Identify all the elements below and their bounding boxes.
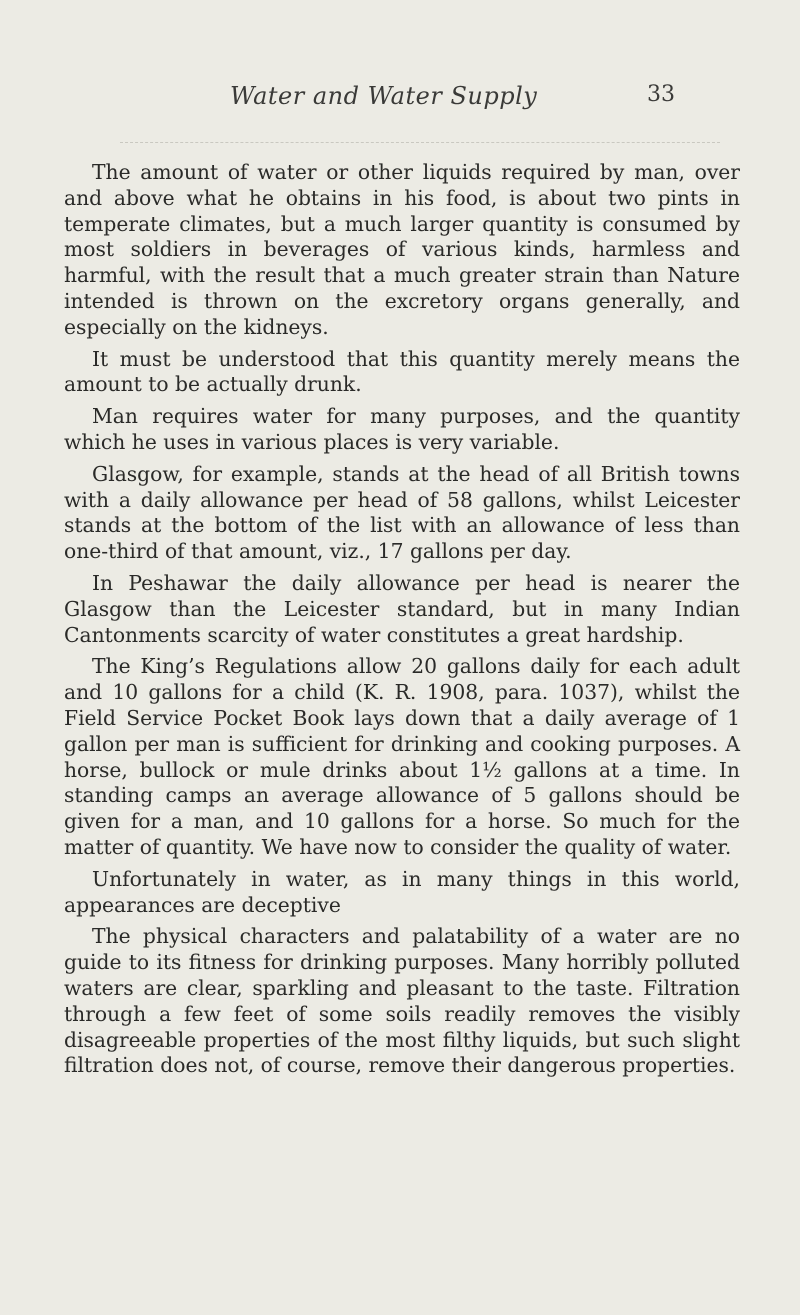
page-number: 33 bbox=[647, 82, 675, 107]
paragraph: Glasgow, for example, stands at the head of all British towns with a daily allowance per head of 58 gallons, whilst Leicester stands at the bottom of the list with an allowance of less than one-third of that amount, viz., 17 gallons per day. bbox=[64, 461, 740, 564]
paragraph: In Peshawar the daily allowance per head is nearer the Glasgow than the Leicester standard, but in many Indian Cantonments scarcity of water constitutes a great hardship. bbox=[64, 570, 740, 647]
paragraph: It must be understood that this quantity merely means the amount to be actually drunk. bbox=[64, 346, 740, 397]
paragraph: Unfortunately in water, as in many things in this world, appearances are deceptive bbox=[64, 866, 740, 917]
paragraph: The physical characters and palatability of a water are no guide to its fitness for drinking purposes. Many horribly polluted waters are clear, sparkling and pleasant to the taste. Filtration through a few feet of some soils readily removes the visibly disagreeable properties of the most filthy liquids, but such slight filtration does not, of course, remove their dangerous properties. bbox=[64, 924, 740, 1078]
paragraph: The amount of water or other liquids required by man, over and above what he obtains in his food, is about two pints in temperate climates, but a much larger quantity is consumed by most soldiers in beverages of various kinds, harmless and harmful, with the result that a much greater strain than Nature intended is thrown on the excretory organs generally, and especially on the kidneys. bbox=[64, 160, 740, 339]
body-text bbox=[64, 160, 740, 1085]
running-head bbox=[0, 82, 800, 122]
paragraph: Man requires water for many purposes, and the quantity which he uses in various places is very variable. bbox=[64, 404, 740, 454]
header-rule bbox=[120, 142, 720, 143]
paragraph: The King’s Regulations allow 20 gallons daily for each adult and 10 gallons for a child (K. R. 1908, para. 1037), whilst the Field Service Pocket Book lays down that a daily average of 1 gallon per man is sufficient for drinking and cooking purposes. A horse, bullock or mule drinks about 1½ gallons at a time. In standing camps an average allowance of 5 gallons should be given for a man, and 10 gallons for a horse. So much for the matter of quantity. We have now to consider the quality of water. bbox=[64, 654, 740, 859]
running-title: Water and Water Supply bbox=[230, 82, 538, 110]
